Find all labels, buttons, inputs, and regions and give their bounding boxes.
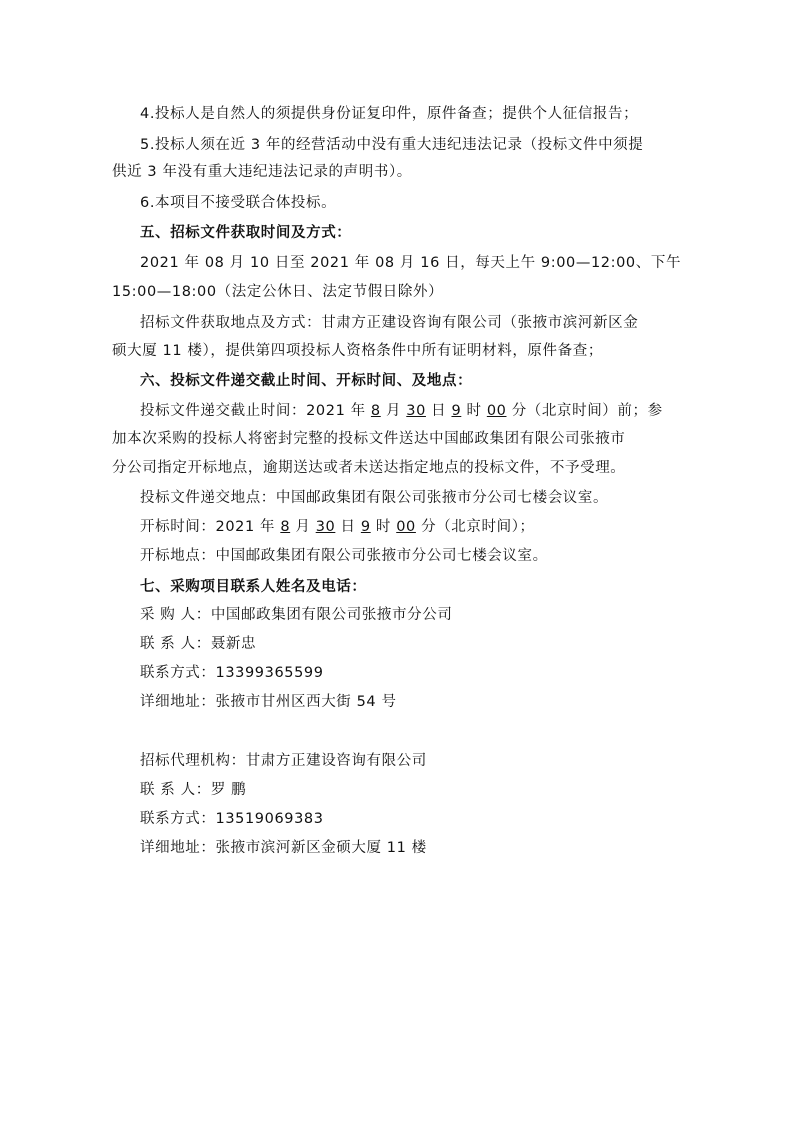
open-time-day: 30	[315, 519, 336, 535]
acquire-time-line1: 2021 年 08 月 10 日至 2021 年 08 月 16 日，每天上午 9:00—12:00、下午	[140, 255, 682, 271]
submit-deadline-line3: 分公司指定开标地点，逾期送达或者未送达指定地点的投标文件，不予受理。	[112, 460, 626, 476]
open-time-suffix: 分（北京时间）；	[415, 519, 535, 535]
section-6-heading: 六、投标文件递交截止时间、开标时间、及地点：	[140, 373, 473, 389]
deadline-month: 8	[370, 403, 381, 419]
open-time-month: 8	[280, 519, 291, 535]
submit-deadline-line2: 加本次采购的投标人将密封完整的投标文件送达中国邮政集团有限公司张掖市	[112, 431, 626, 447]
deadline-suffix: 分（北京时间）前；参	[506, 403, 663, 419]
qualification-item-4: 4.投标人是自然人的须提供身份证复印件，原件备查；提供个人征信报告；	[140, 106, 639, 122]
open-time-prefix: 开标时间：2021 年	[140, 519, 281, 535]
purchaser-phone: 联系方式：13399365599	[140, 665, 324, 681]
purchaser-contact: 联 系 人：聂新忠	[140, 636, 257, 652]
agency-contact: 联 系 人：罗 鹏	[140, 782, 247, 798]
agency-phone: 联系方式：13519069383	[140, 811, 324, 827]
submit-place: 投标文件递交地点：中国邮政集团有限公司张掖市分公司七楼会议室。	[140, 490, 609, 506]
deadline-prefix: 投标文件递交截止时间：2021 年	[140, 403, 371, 419]
deadline-day: 30	[406, 403, 426, 419]
deadline-month-unit: 月	[380, 403, 407, 419]
acquire-place-line2: 硕大厦 11 楼），提供第四项投标人资格条件中所有证明材料，原件备查；	[112, 343, 603, 359]
deadline-hour: 9	[451, 403, 462, 419]
deadline-day-unit: 日	[425, 403, 452, 419]
deadline-minute: 00	[486, 403, 507, 419]
open-time-day-unit: 日	[335, 519, 361, 535]
open-time	[140, 517, 535, 537]
section-7-heading: 七、采购项目联系人姓名及电话：	[140, 579, 367, 595]
open-time-hour-unit: 时	[370, 519, 397, 535]
open-time-month-unit: 月	[290, 519, 316, 535]
agency-address: 详细地址：张掖市滨河新区金硕大厦 11 楼	[140, 840, 427, 856]
purchaser-address: 详细地址：张掖市甘州区西大街 54 号	[140, 694, 397, 710]
acquire-place-line1: 招标文件获取地点及方式：甘肃方正建设咨询有限公司（张掖市滨河新区金	[140, 315, 639, 331]
qualification-item-6: 6.本项目不接受联合体投标。	[140, 195, 337, 211]
deadline-hour-unit: 时	[461, 403, 487, 419]
submit-deadline-line1	[140, 401, 663, 421]
acquire-time-line2: 15:00—18:00（法定公休日、法定节假日除外）	[112, 284, 444, 300]
qualification-item-5-line1: 5.投标人须在近 3 年的经营活动中没有重大违纪违法记录（投标文件中须提	[140, 137, 644, 153]
section-5-heading: 五、招标文件获取时间及方式：	[140, 225, 352, 241]
qualification-item-5-line2: 供近 3 年没有重大违纪违法记录的声明书）。	[112, 164, 412, 180]
open-place: 开标地点：中国邮政集团有限公司张掖市分公司七楼会议室。	[140, 548, 548, 564]
agency-name: 招标代理机构：甘肃方正建设咨询有限公司	[140, 753, 427, 769]
open-time-hour: 9	[360, 519, 371, 535]
purchaser: 采 购 人：中国邮政集团有限公司张掖市分公司	[140, 607, 453, 623]
open-time-minute: 00	[396, 519, 416, 535]
